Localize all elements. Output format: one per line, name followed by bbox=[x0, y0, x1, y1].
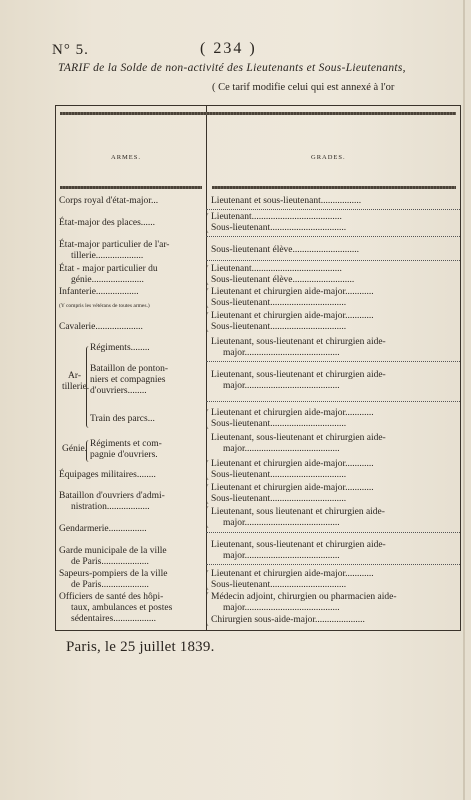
brace-icon bbox=[86, 440, 91, 462]
arme-row: Gendarmerie................ bbox=[59, 524, 147, 534]
arme-row: Équipages militaires........ bbox=[59, 470, 156, 480]
arme-subrow: pagnie d'ouvriers. bbox=[90, 450, 158, 460]
page-edge bbox=[463, 0, 465, 800]
pay-table bbox=[55, 105, 461, 631]
arme-subrow: niers et compagnies bbox=[90, 375, 166, 385]
document-subtitle: ( Ce tarif modifie celui qui est annexé à l'or bbox=[212, 82, 395, 93]
document-title: TARIF de la Solde de non-activité des Lieutenants et Sous-Lieutenants, bbox=[58, 62, 406, 74]
grade-row: Sous-lieutenant................................ bbox=[211, 322, 347, 332]
grade-row: Médecin adjoint, chirurgien ou pharmacien aide- bbox=[211, 592, 397, 602]
arme-row: Officiers de santé des hôpi- bbox=[59, 592, 164, 602]
arme-note: (Y compris les vétérans de toutes armes.) bbox=[59, 303, 150, 309]
grade-row: major........................................ bbox=[223, 381, 340, 391]
grade-row: major........................................ bbox=[223, 603, 340, 613]
arme-row: sédentaires.................. bbox=[71, 614, 156, 624]
grade-row: Chirurgien sous-aide-major..................... bbox=[211, 615, 365, 625]
row-separator bbox=[206, 401, 460, 402]
grade-row: Lieutenant, sous-lieutenant et chirurgien aide- bbox=[211, 370, 386, 380]
top-rule bbox=[60, 112, 456, 115]
brace-icon bbox=[206, 592, 212, 626]
arme-row: État - major particulier du bbox=[59, 264, 158, 274]
row-separator bbox=[206, 209, 460, 210]
grade-row: Sous-lieutenant élève............................ bbox=[211, 245, 360, 255]
document-number: N° 5. bbox=[52, 42, 89, 58]
page-number: ( 234 ) bbox=[200, 40, 257, 57]
arme-row: Corps royal d'état-major... bbox=[59, 196, 159, 206]
arme-row: génie...................... bbox=[71, 275, 144, 285]
header-rule-left bbox=[60, 186, 202, 189]
brace-icon bbox=[206, 288, 212, 308]
arme-row: Infanterie.................. bbox=[59, 287, 139, 297]
grade-row: Sous-lieutenant................................ bbox=[211, 494, 347, 504]
grade-row: major........................................ bbox=[223, 518, 340, 528]
grade-row: major........................................ bbox=[223, 348, 340, 358]
arme-group: Ar- bbox=[68, 371, 81, 381]
grade-row: Lieutenant et sous-lieutenant................. bbox=[211, 196, 362, 206]
row-separator bbox=[206, 361, 460, 362]
arme-row: État-major particulier de l'ar- bbox=[59, 240, 170, 250]
row-separator bbox=[206, 564, 460, 565]
grade-row: Lieutenant et chirurgien aide-major............ bbox=[211, 408, 374, 418]
grade-row: Lieutenant, sous lieutenant et chirurgien aide- bbox=[211, 507, 385, 517]
arme-row: de Paris.................... bbox=[71, 580, 149, 590]
grade-row: Lieutenant et chirurgien aide-major............ bbox=[211, 311, 374, 321]
brace-icon bbox=[206, 409, 212, 429]
arme-subrow: Régiments et com- bbox=[90, 439, 162, 449]
grade-row: Sous-lieutenant................................ bbox=[211, 470, 347, 480]
grade-row: Lieutenant et chirurgien aide-major............ bbox=[211, 459, 374, 469]
grade-row: major........................................ bbox=[223, 444, 340, 454]
arme-row: Sapeurs-pompiers de la ville bbox=[59, 569, 168, 579]
grade-row: Sous-lieutenant................................ bbox=[211, 580, 347, 590]
grade-row: Lieutenant...................................... bbox=[211, 212, 342, 222]
arme-subrow: Train des parcs... bbox=[90, 414, 155, 424]
arme-group: tillerie. bbox=[62, 382, 90, 392]
grade-row: Lieutenant et chirurgien aide-major............ bbox=[211, 287, 374, 297]
arme-row: de Paris.................... bbox=[71, 557, 149, 567]
arme-subrow: Bataillon de ponton- bbox=[90, 364, 169, 374]
row-separator bbox=[206, 260, 460, 261]
grade-row: Sous-lieutenant élève.......................... bbox=[211, 275, 355, 285]
brace-icon bbox=[206, 460, 212, 480]
row-separator bbox=[206, 236, 460, 237]
brace-icon bbox=[206, 213, 212, 233]
grade-row: major........................................ bbox=[223, 551, 340, 561]
arme-row: taux, ambulances et postes bbox=[71, 603, 173, 613]
grade-row: Lieutenant et chirurgien aide-major............ bbox=[211, 483, 374, 493]
grade-row: Sous-lieutenant................................ bbox=[211, 419, 347, 429]
brace-icon bbox=[86, 346, 91, 428]
brace-icon bbox=[206, 484, 212, 504]
column-divider bbox=[206, 106, 207, 630]
arme-group: Génie. bbox=[62, 444, 88, 454]
signature-date: Paris, le 25 juillet 1839. bbox=[66, 639, 215, 655]
arme-row: nistration.................. bbox=[71, 502, 150, 512]
arme-row: tillerie.................... bbox=[71, 251, 144, 261]
arme-row: Bataillon d'ouvriers d'admi- bbox=[59, 491, 165, 501]
brace-icon bbox=[206, 506, 212, 528]
row-separator bbox=[206, 532, 460, 533]
grade-row: Lieutenant, sous-lieutenant et chirurgien aide- bbox=[211, 433, 386, 443]
arme-row: Garde municipale de la ville bbox=[59, 546, 167, 556]
column-header-grades: GRADES. bbox=[311, 154, 346, 161]
grade-row: Sous-lieutenant................................ bbox=[211, 298, 347, 308]
header-rule-right bbox=[212, 186, 456, 189]
grade-row: Lieutenant et chirurgien aide-major............ bbox=[211, 569, 374, 579]
grade-row: Lieutenant, sous-lieutenant et chirurgien aide- bbox=[211, 337, 386, 347]
brace-icon bbox=[206, 265, 212, 285]
column-header-armes: ARMES. bbox=[111, 154, 142, 161]
grade-row: Lieutenant, sous-lieutenant et chirurgien aide- bbox=[211, 540, 386, 550]
arme-row: État-major des places...... bbox=[59, 218, 156, 228]
brace-icon bbox=[206, 312, 212, 332]
brace-icon bbox=[206, 570, 212, 590]
arme-subrow: Régiments........ bbox=[90, 343, 150, 353]
arme-subrow: d'ouvriers........ bbox=[90, 386, 147, 396]
grade-row: Lieutenant...................................... bbox=[211, 264, 342, 274]
grade-row: Sous-lieutenant................................ bbox=[211, 223, 347, 233]
arme-row: Cavalerie.................... bbox=[59, 322, 143, 332]
